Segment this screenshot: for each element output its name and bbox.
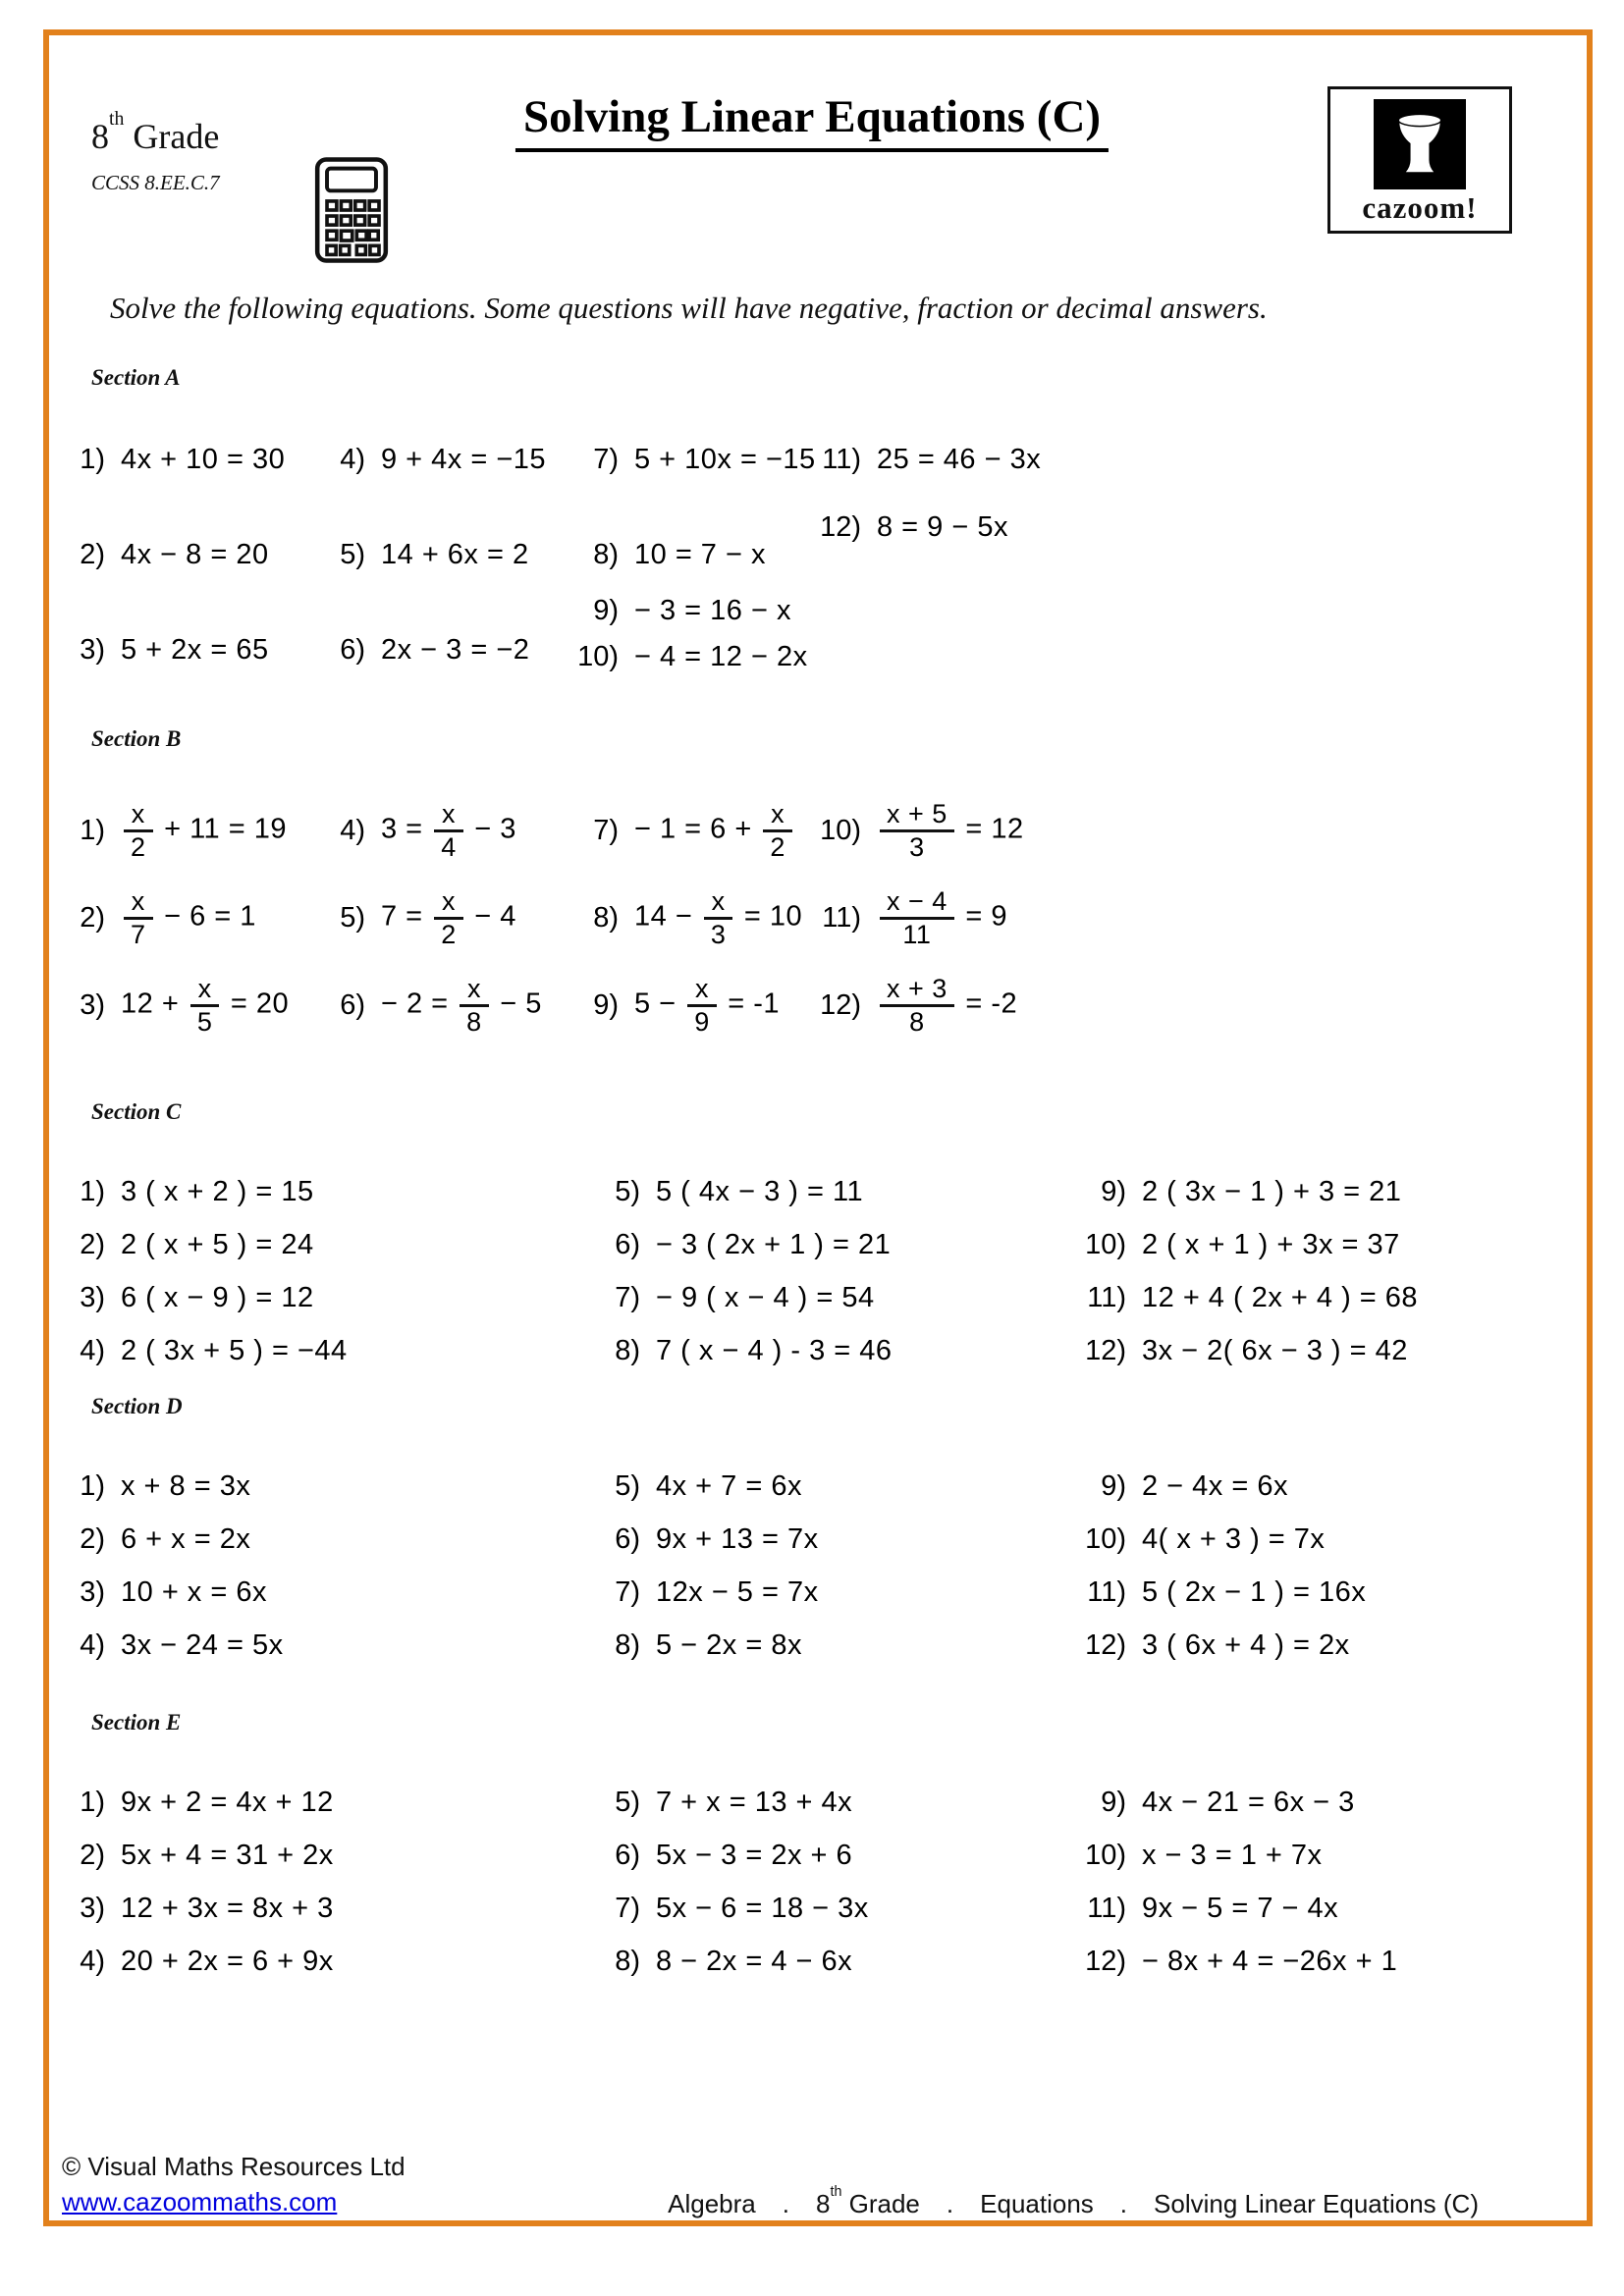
equation-item [1065, 1282, 1418, 1314]
equation-item [54, 1946, 334, 1978]
question-number: 11) [822, 901, 861, 934]
equation-item [568, 539, 816, 571]
equation: 12 + 4 ( 2x + 4 ) = 68 [1142, 1282, 1419, 1313]
equation-item [54, 1893, 334, 1925]
equation: 2 ( 3x + 5 ) = −44 [121, 1335, 348, 1366]
equation-item [1065, 1470, 1366, 1503]
section-d-column-3 [1065, 1470, 1366, 1682]
equation: 5 ( 2x − 1 ) = 16x [1142, 1576, 1367, 1608]
question-number: 1) [80, 814, 105, 846]
question-number: 2) [80, 901, 105, 934]
cazoom-logo [1327, 86, 1512, 234]
equation: 5 − $\frac{x}{9}$ = -1 [634, 974, 781, 1037]
question-number: 12) [820, 511, 861, 543]
equation-item [54, 1176, 348, 1208]
section-e-column-1 [54, 1787, 334, 1999]
equation: 3x − 24 = 5x [121, 1629, 284, 1661]
equation: 9x + 2 = 4x + 12 [121, 1787, 334, 1818]
equation-item [54, 1470, 284, 1503]
question-number: 10) [1085, 1229, 1126, 1260]
equation-item [54, 1576, 284, 1609]
grade-ordinal-suffix: th [109, 108, 125, 131]
equation: x − 3 = 1 + 7x [1142, 1840, 1323, 1871]
breadcrumb-sheet: Solving Linear Equations (C) [1154, 2189, 1479, 2218]
equation: $\frac{x}{7}$ − 6 = 1 [121, 886, 256, 948]
fraction: $\frac{x - 4}{11}$ [880, 886, 954, 948]
equation: x + 8 = 3x [121, 1470, 251, 1502]
fraction: $\frac{x}{2}$ [763, 799, 792, 861]
equation-item [1065, 1335, 1418, 1367]
equation-item [54, 1840, 334, 1872]
breadcrumb-grade [816, 2184, 920, 2219]
fraction: $\frac{x}{2}$ [124, 799, 153, 861]
equation: 2 ( x + 1 ) + 3x = 37 [1142, 1229, 1400, 1260]
fraction: $\frac{x + 3}{8}$ [880, 974, 954, 1036]
question-number: 6) [615, 1840, 640, 1871]
equation-item [589, 1946, 869, 1978]
equation-item [1065, 1523, 1366, 1556]
question-number: 2) [80, 1523, 105, 1555]
equation-item [589, 1470, 819, 1503]
breadcrumb-separator: . [782, 2189, 789, 2218]
section-a-column-2 [314, 444, 546, 729]
equation: 3 ( 6x + 4 ) = 2x [1142, 1629, 1350, 1661]
equation-item [314, 795, 542, 866]
fraction: $\frac{x}{7}$ [124, 886, 153, 948]
question-number: 1) [80, 1470, 105, 1502]
equation-item [589, 1576, 819, 1609]
equation-item [589, 1629, 819, 1662]
question-number: 8) [615, 1335, 640, 1366]
question-number: 6) [340, 988, 365, 1021]
equation-item [54, 634, 285, 667]
question-number: 6) [615, 1229, 640, 1260]
section-d-label: Section D [91, 1394, 183, 1418]
question-number: 12) [1085, 1946, 1126, 1977]
breadcrumb-topic: Algebra [668, 2189, 756, 2218]
question-number: 4) [340, 814, 365, 846]
breadcrumb-grade-suffix: th [830, 2184, 842, 2201]
section-b-column-2 [314, 795, 542, 1057]
section-b-column-1 [54, 795, 289, 1057]
question-number: 2) [80, 539, 105, 570]
equation-item [568, 641, 816, 673]
fraction: $\frac{x}{9}$ [687, 974, 717, 1036]
question-number: 5) [340, 539, 365, 570]
equation: 12 + 3x = 8x + 3 [121, 1893, 334, 1924]
breadcrumb-separator: . [1119, 2189, 1128, 2218]
fraction: $\frac{x}{3}$ [704, 886, 733, 948]
question-number: 1) [80, 1176, 105, 1207]
equation: 9 + 4x = −15 [381, 444, 547, 475]
ccss-standard: CCSS 8.EE.C.7 [91, 171, 220, 194]
question-number: 6) [615, 1523, 640, 1555]
equation: 4x − 8 = 20 [121, 539, 269, 570]
section-e-column-2 [589, 1787, 869, 1999]
question-number: 5) [615, 1176, 640, 1207]
question-number: 1) [80, 1787, 105, 1818]
breadcrumb [668, 2184, 1479, 2219]
equation-item [1065, 1576, 1366, 1609]
equation-item [589, 1335, 893, 1367]
breadcrumb-grade-word: Grade [841, 2189, 920, 2218]
equation-item [568, 970, 802, 1041]
equation: − 4 = 12 − 2x [634, 641, 808, 672]
question-number: 4) [80, 1946, 105, 1977]
equation-item [54, 1229, 348, 1261]
equation-item [589, 1176, 893, 1208]
equation-item [568, 444, 816, 476]
equation: 2 ( 3x − 1 ) + 3 = 21 [1142, 1176, 1402, 1207]
equation-item [1065, 1787, 1397, 1819]
question-number: 10) [820, 814, 861, 846]
equation: − 1 = 6 + $\frac{x}{2}$ [634, 799, 795, 861]
equation: 7 + x = 13 + 4x [656, 1787, 853, 1818]
equation: 5x − 3 = 2x + 6 [656, 1840, 853, 1871]
equation-item [54, 1335, 348, 1367]
question-number: 8) [593, 539, 619, 570]
equation: $\frac{x + 5}{3}$ = 12 [877, 799, 1024, 861]
question-number: 9) [1101, 1787, 1126, 1818]
equation: 8 = 9 − 5x [877, 511, 1008, 543]
question-number: 7) [615, 1576, 640, 1608]
question-number: 3) [80, 1282, 105, 1313]
equation: 7 = $\frac{x}{2}$ − 4 [381, 886, 516, 949]
equation: 12 + $\frac{x}{5}$ = 20 [121, 974, 290, 1037]
section-c-column-2 [589, 1176, 893, 1388]
calculator-icon [312, 155, 391, 265]
breadcrumb-subtopic: Equations [980, 2189, 1094, 2218]
equation-item [54, 444, 285, 476]
section-c-column-1 [54, 1176, 348, 1388]
section-a-column-3 [568, 444, 816, 673]
question-number: 4) [80, 1335, 105, 1366]
section-a-label: Section A [91, 365, 181, 390]
equation: 7 ( x − 4 ) - 3 = 46 [656, 1335, 893, 1366]
equation: 8 − 2x = 4 − 6x [656, 1946, 853, 1977]
equation-item [589, 1523, 819, 1556]
equation-item [568, 882, 802, 953]
question-number: 9) [593, 988, 619, 1021]
equation-item [810, 795, 1024, 866]
equation: 9x − 5 = 7 − 4x [1142, 1893, 1339, 1924]
equation: 4x − 21 = 6x − 3 [1142, 1787, 1355, 1818]
logo-text: cazoom! [1362, 190, 1478, 225]
equation: 3 = $\frac{x}{4}$ − 3 [381, 799, 516, 862]
question-number: 9) [1101, 1176, 1126, 1207]
website-link[interactable]: www.cazoommaths.com [62, 2187, 338, 2216]
equation: $\frac{x + 3}{8}$ = -2 [877, 974, 1017, 1036]
equation-item [810, 444, 1041, 476]
fraction: $\frac{x}{8}$ [460, 974, 489, 1036]
equation-item [810, 970, 1024, 1041]
equation-item [314, 970, 542, 1041]
question-number: 4) [80, 1629, 105, 1661]
question-number: 10) [577, 641, 619, 672]
equation: 9x + 13 = 7x [656, 1523, 819, 1555]
equation-item [1065, 1176, 1418, 1208]
equation: 5x + 4 = 31 + 2x [121, 1840, 334, 1871]
section-d-column-2 [589, 1470, 819, 1682]
equation: 20 + 2x = 6 + 9x [121, 1946, 334, 1977]
worksheet-title: Solving Linear Equations (C) [515, 90, 1109, 152]
section-c-column-3 [1065, 1176, 1418, 1388]
equation-item [1065, 1893, 1397, 1925]
equation-item [314, 882, 542, 953]
equation-item [54, 795, 289, 866]
question-number: 5) [615, 1787, 640, 1818]
question-number: 9) [593, 595, 619, 626]
question-number: 9) [1101, 1470, 1126, 1502]
equation: 4x + 7 = 6x [656, 1470, 802, 1502]
equation: − 2 = $\frac{x}{8}$ − 5 [381, 974, 542, 1037]
equation: 5 ( 4x − 3 ) = 11 [656, 1176, 864, 1207]
equation-item [314, 444, 546, 476]
section-b-label: Section B [91, 726, 182, 751]
equation: 5 + 2x = 65 [121, 634, 269, 666]
question-number: 7) [593, 444, 619, 475]
equation: − 9 ( x − 4 ) = 54 [656, 1282, 875, 1313]
equation: 5x − 6 = 18 − 3x [656, 1893, 869, 1924]
question-number: 10) [1085, 1840, 1126, 1871]
equation: − 3 = 16 − x [634, 595, 791, 626]
question-number: 11) [1087, 1893, 1126, 1924]
fraction: $\frac{x}{4}$ [434, 799, 463, 861]
question-number: 7) [615, 1282, 640, 1313]
question-number: 2) [80, 1229, 105, 1260]
equation: $\frac{x}{2}$ + 11 = 19 [121, 799, 287, 861]
question-number: 6) [340, 634, 365, 666]
equation-item [810, 882, 1024, 953]
equation-item [54, 1523, 284, 1556]
drum-icon [1374, 99, 1466, 189]
section-e-column-3 [1065, 1787, 1397, 1999]
equation: 4( x + 3 ) = 7x [1142, 1523, 1326, 1555]
equation-item [54, 882, 289, 953]
equation-item [314, 539, 546, 571]
fraction: $\frac{x + 5}{3}$ [880, 799, 954, 861]
question-number: 12) [1085, 1629, 1126, 1661]
equation: 6 ( x − 9 ) = 12 [121, 1282, 314, 1313]
question-number: 2) [80, 1840, 105, 1871]
equation: 2 − 4x = 6x [1142, 1470, 1288, 1502]
question-number: 1) [80, 444, 105, 475]
fraction: $\frac{x}{2}$ [434, 886, 463, 948]
equation: 6 + x = 2x [121, 1523, 251, 1555]
equation: 14 + 6x = 2 [381, 539, 529, 570]
grade-heading [91, 108, 220, 157]
breadcrumb-grade-number: 8 [816, 2189, 831, 2218]
equation-item [589, 1787, 869, 1819]
equation: 5 + 10x = −15 [634, 444, 816, 475]
equation-item [1065, 1840, 1397, 1872]
equation-item [54, 1787, 334, 1819]
section-b-column-3 [568, 795, 802, 1057]
equation-item [589, 1893, 869, 1925]
equation-item [54, 1629, 284, 1662]
equation: 3x − 2( 6x − 3 ) = 42 [1142, 1335, 1408, 1366]
equation: − 3 ( 2x + 1 ) = 21 [656, 1229, 892, 1260]
equation: 12x − 5 = 7x [656, 1576, 819, 1608]
equation: 3 ( x + 2 ) = 15 [121, 1176, 314, 1207]
breadcrumb-separator: . [946, 2189, 954, 2218]
question-number: 7) [615, 1893, 640, 1924]
equation: 14 − $\frac{x}{3}$ = 10 [634, 886, 803, 949]
equation-item [314, 634, 546, 667]
fraction: $\frac{x}{5}$ [190, 974, 220, 1036]
copyright-text: © Visual Maths Resources Ltd [62, 2152, 406, 2181]
question-number: 11) [1087, 1282, 1126, 1313]
question-number: 3) [80, 634, 105, 666]
question-number: 7) [593, 814, 619, 846]
question-number: 8) [593, 901, 619, 934]
question-number: 8) [615, 1946, 640, 1977]
equation: 4x + 10 = 30 [121, 444, 286, 475]
question-number: 10) [1085, 1523, 1126, 1555]
equation: − 8x + 4 = −26x + 1 [1142, 1946, 1398, 1977]
equation-item [589, 1840, 869, 1872]
equation: 2 ( x + 5 ) = 24 [121, 1229, 314, 1260]
equation-item [568, 595, 816, 627]
equation-item [589, 1229, 893, 1261]
section-a-column-4 [810, 444, 1041, 544]
question-number: 11) [822, 444, 861, 475]
equation-item [1065, 1946, 1397, 1978]
instructions: Solve the following equations. Some questions will have negative, fraction or decimal answers. [110, 291, 1268, 325]
question-number: 3) [80, 988, 105, 1021]
equation-item [54, 970, 289, 1041]
question-number: 5) [615, 1470, 640, 1502]
question-number: 12) [1085, 1335, 1126, 1366]
equation: 10 + x = 6x [121, 1576, 267, 1608]
equation-item [1065, 1229, 1418, 1261]
equation: $\frac{x - 4}{11}$ = 9 [877, 886, 1007, 948]
question-number: 8) [615, 1629, 640, 1661]
equation-item [54, 539, 285, 571]
equation-item [589, 1282, 893, 1314]
equation: 2x − 3 = −2 [381, 634, 530, 666]
section-b-column-4 [810, 795, 1024, 1057]
equation-item [54, 1282, 348, 1314]
question-number: 3) [80, 1576, 105, 1608]
grade-word: Grade [124, 117, 220, 156]
question-number: 11) [1087, 1576, 1126, 1608]
equation-item [1065, 1629, 1366, 1662]
section-c-label: Section C [91, 1099, 182, 1124]
question-number: 5) [340, 901, 365, 934]
grade-number: 8 [91, 117, 109, 156]
section-a-column-1 [54, 444, 285, 729]
equation: 25 = 46 − 3x [877, 444, 1042, 475]
section-e-label: Section E [91, 1710, 182, 1735]
section-d-column-1 [54, 1470, 284, 1682]
equation-item [568, 795, 802, 866]
question-number: 4) [340, 444, 365, 475]
equation-item [810, 511, 1041, 544]
question-number: 12) [820, 988, 861, 1021]
question-number: 3) [80, 1893, 105, 1924]
equation: 10 = 7 − x [634, 539, 766, 570]
equation: 5 − 2x = 8x [656, 1629, 802, 1661]
